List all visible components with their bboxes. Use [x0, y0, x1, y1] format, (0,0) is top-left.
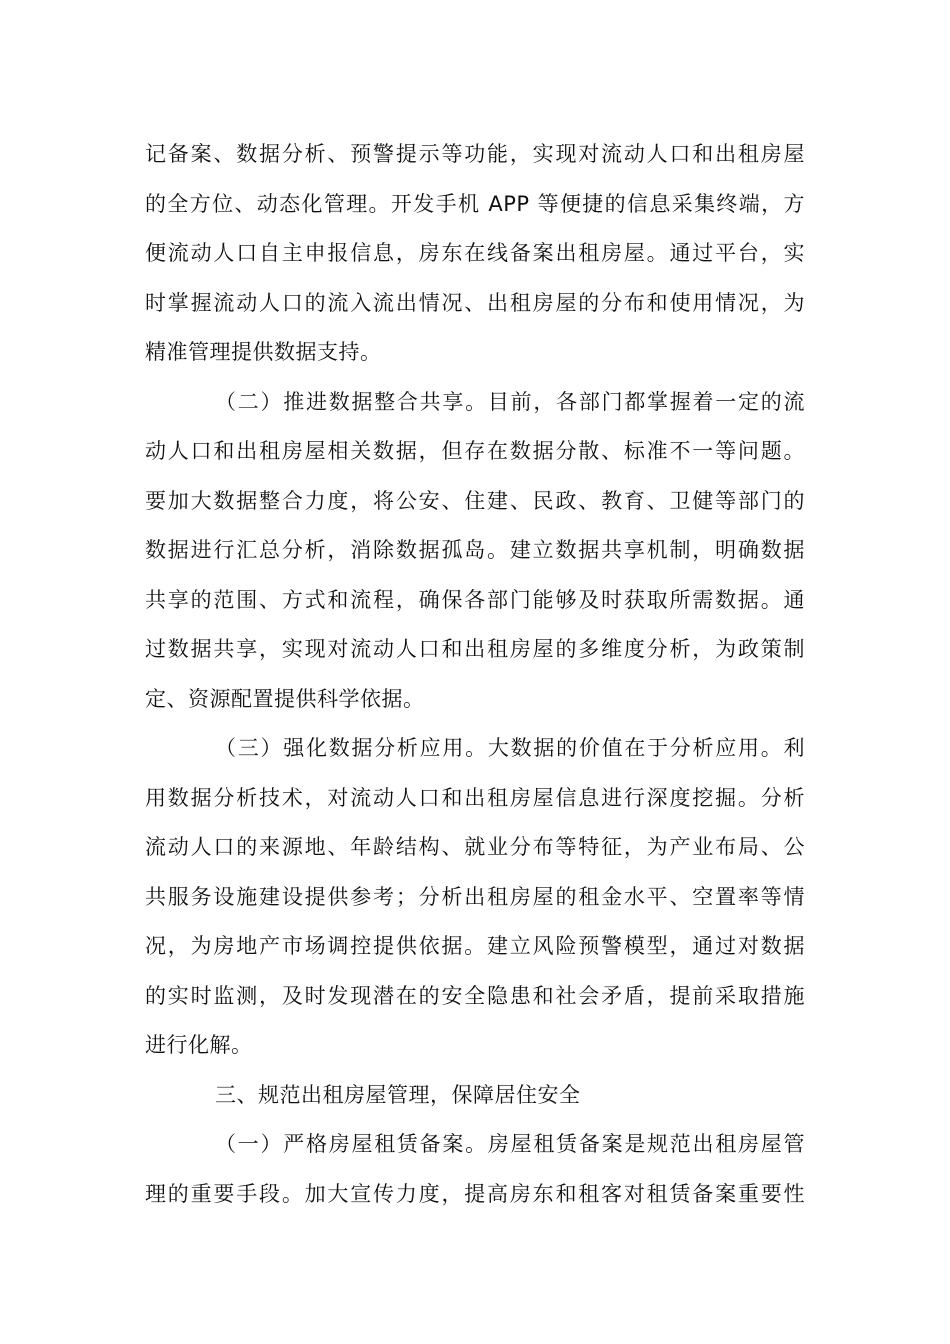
- text-line: 共享的范围、方式和流程，确保各部门能够及时获取所需数据。通: [145, 588, 805, 612]
- paragraph-first-line: （一）严格房屋租赁备案。房屋租赁备案是规范出租房屋管: [215, 1132, 805, 1156]
- text-line: 数据进行汇总分析，消除数据孤岛。建立数据共享机制，明确数据: [145, 538, 805, 562]
- text-line: 时掌握流动人口的流入流出情况、出租房屋的分布和使用情况，为: [145, 291, 805, 315]
- text-line: 记备案、数据分析、预警提示等功能，实现对流动人口和出租房屋: [145, 142, 805, 166]
- paragraph-first-line: （三）强化数据分析应用。大数据的价值在于分析应用。利: [215, 736, 805, 760]
- text-line: 定、资源配置提供科学依据。: [145, 687, 425, 711]
- text-line: 动人口和出租房屋相关数据，但存在数据分散、标准不一等问题。: [145, 439, 805, 463]
- text-line: 的实时监测，及时发现潜在的安全隐患和社会矛盾，提前采取措施: [145, 984, 805, 1008]
- text-line: 理的重要手段。加大宣传力度，提高房东和租客对租赁备案重要性: [145, 1182, 805, 1206]
- text-line: 进行化解。: [145, 1033, 253, 1057]
- text-line: 便流动人口自主申报信息，房东在线备案出租房屋。通过平台，实: [145, 241, 805, 265]
- text-line: 况，为房地产市场调控提供依据。建立风险预警模型，通过对数据: [145, 934, 805, 958]
- text-line: 流动人口的来源地、年龄结构、就业分布等特征，为产业布局、公: [145, 835, 805, 859]
- text-line: 用数据分析技术，对流动人口和出租房屋信息进行深度挖掘。分析: [145, 786, 805, 810]
- text-line: 共服务设施建设提供参考；分析出租房屋的租金水平、空置率等情: [145, 885, 805, 909]
- section-heading: 三、规范出租房屋管理，保障居住安全: [215, 1083, 581, 1107]
- paragraph-first-line: （二）推进数据整合共享。目前，各部门都掌握着一定的流: [215, 390, 805, 414]
- text-line: 要加大数据整合力度，将公安、住建、民政、教育、卫健等部门的: [145, 489, 805, 513]
- text-line: 过数据共享，实现对流动人口和出租房屋的多维度分析，为政策制: [145, 637, 805, 661]
- text-line: 精准管理提供数据支持。: [145, 340, 382, 364]
- text-line: 的全方位、动态化管理。开发手机 APP 等便捷的信息采集终端，方: [145, 192, 805, 216]
